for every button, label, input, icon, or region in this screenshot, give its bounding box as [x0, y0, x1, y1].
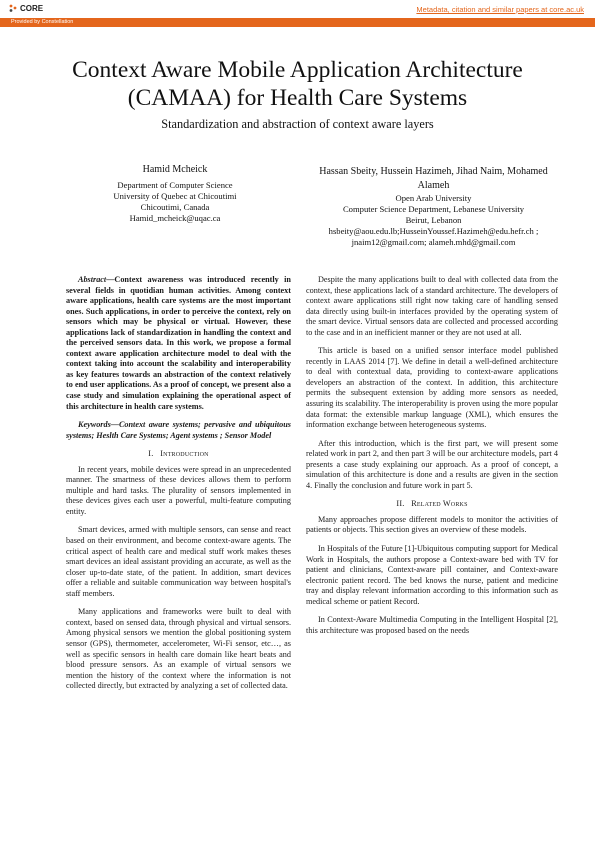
body-paragraph: In Hospitals of the Future [1]-Ubiquitous computing support for Medical Work in Hospitals, the authors propose a Context-aware bed with TV for patient and clinicians, Context-aware pill container, and Context-aware electronic patient record. The bed knows the nurse, patient and medicine tray and display relevant information according to this information such as medical scheme or patient Record. — [306, 544, 558, 606]
abstract — [66, 275, 291, 412]
keywords-label: Keywords — [78, 420, 111, 430]
core-logo-text: CORE — [20, 4, 44, 13]
body-paragraph: This article is based on a unified sensor interface model published recently in LAAS 2014 [7]. We define in detail a well-defined architecture to deal with contextual data, providing to context-aware applications developers an abstraction of the context. In addition, this architecture permits the subsequent extension by adding more sensors as needed, assuring its scalability. The interoperability is proven using the more popular data format: the extensible markup language (XML), which ensures the information exchange between heterogeneous systems. — [306, 346, 558, 430]
paper-title-line-1: Context Aware Mobile Application Architecture — [72, 57, 523, 83]
author-names: Hassan Sbeity, Hussein Hazimeh, Jihad Naim, Mohamed Alameh — [319, 166, 548, 191]
author-location: Chicoutimi, Canada — [140, 201, 210, 212]
author-affiliation: University of Quebec at Chicoutimi — [113, 190, 237, 201]
core-logo-icon — [8, 3, 18, 14]
section-number: II. — [396, 499, 405, 509]
paper-title-line-2: (CAMAA) for Health Care Systems — [127, 85, 468, 111]
author-name: Hamid Mcheick — [142, 164, 208, 175]
body-paragraph: After this introduction, which is the first part, we will present some related work in part 2, and then part 3 will be our architecture models, part 4 presents a case study explaining our approach. As a proof of concept, a simulation of this architecture is done and a results are given in the section 4. Finally the conclusion and future work in part 5. — [306, 438, 558, 490]
keywords — [66, 420, 291, 441]
body-paragraph: Smart devices, armed with multiple sensors, can sense and react based on their environment, and become context-aware agents. The critical aspect of health care and medical stuff work makes theses smart devices an ideal assistant providing an accurate, as well as the closer up-to-date state, of the patient. In addition, smart devices offer a reliable and suitable communication way between hospital's staff members. — [66, 525, 291, 598]
metadata-link[interactable]: Metadata, citation and similar papers at core.ac.uk — [416, 5, 584, 14]
author-block-2 — [312, 165, 555, 248]
author-email: Hamid_mcheick@uqac.ca — [129, 212, 221, 223]
section-title: Related Works — [411, 499, 468, 509]
paper-title — [40, 56, 555, 112]
body-paragraph: In Context-Aware Multimedia Computing in the Intelligent Hospital [2], this architecture was proposed based on the needs — [306, 615, 558, 635]
abstract-text: —Context awareness was introduced recently in several fields in quotidian human activities. Among context aware applications, health care systems are the most important ones. Such applications, in order to perceive the context, rely on sensors which may be physical or virtual. However, these applications lack of standardization in handling the context and the perceived sensors data. In this work, we propose a formal context aware application architecture model to deal with the context taking into account the scalability and interoperability as key features towards an abstraction of the context relatively to end user applications. As a proof of concept, we present also a case study and simulation explaining the operational aspect of this architecture in health care systems. — [66, 275, 291, 411]
right-column — [306, 275, 558, 644]
author-affiliation: Department of Computer Science — [117, 180, 233, 190]
section-heading-related-works — [306, 499, 558, 510]
core-header — [0, 0, 595, 18]
author-emails: hsbeity@aou.edu.lb;HusseinYoussef.Hazimeh@edu.hefr.ch ; jnaim12@gmail.com; alameh.mhd@gmail.com — [328, 225, 539, 247]
body-paragraph: Many applications and frameworks were built to deal with context, based on sensed data, through physical and virtual sensors. Among physical sensors we mention the global positioning system sensor (GPS), thermometer, accelerometer, Wi-Fi sensor, etc…, as well as specific sensors in health care domain like heart beats and blood pressure sensors. As an example of virtual sensors we mention the history of the context where the information is not collected directly, but extracted by analyzing a set of collected data. — [66, 607, 291, 691]
author-location: Beirut, Lebanon — [405, 214, 462, 225]
keywords-text: —Context aware systems; pervasive and ubiquitous systems; Heslth Care Systems; Agent systems ; Sensor Model — [66, 420, 291, 440]
author-affiliation: Open Arab University — [395, 193, 472, 203]
abstract-label: Abstract — [78, 275, 107, 284]
body-paragraph: In recent years, mobile devices were spread in an unprecedented manner. The smartness of these devices allows them to perform multiple and hard tasks. The plurality of sensors implemented in these devices gives each user a powerful, multi-feature computing entity. — [66, 464, 291, 516]
provided-by-text[interactable]: Provided by Constellation — [11, 19, 74, 25]
section-title: Introduction — [160, 449, 209, 459]
section-number: I. — [148, 449, 154, 459]
author-affiliation: Computer Science Department, Lebanese University — [342, 203, 525, 214]
left-column — [66, 275, 291, 700]
author-block-1 — [60, 163, 290, 224]
paper-subtitle: Standardization and abstraction of context aware layers — [161, 117, 434, 131]
core-logo[interactable] — [8, 3, 43, 14]
body-paragraph: Many approaches propose different models to monitor the activities of patients or objects. This section gives an overview of these models. — [306, 514, 558, 535]
section-heading-introduction — [66, 449, 291, 460]
body-paragraph: Despite the many applications built to deal with collected data from the context, these applications lack of a standard architecture. The developers of context aware applications still right now taking care of handling sensed data directly using built-in interfaces provided by the operating system of the smart device. Virtual sensors data are collected and processed according to the case and in an inefficient manner or they are not used at all. — [306, 275, 558, 337]
provided-by-bar — [0, 18, 595, 27]
